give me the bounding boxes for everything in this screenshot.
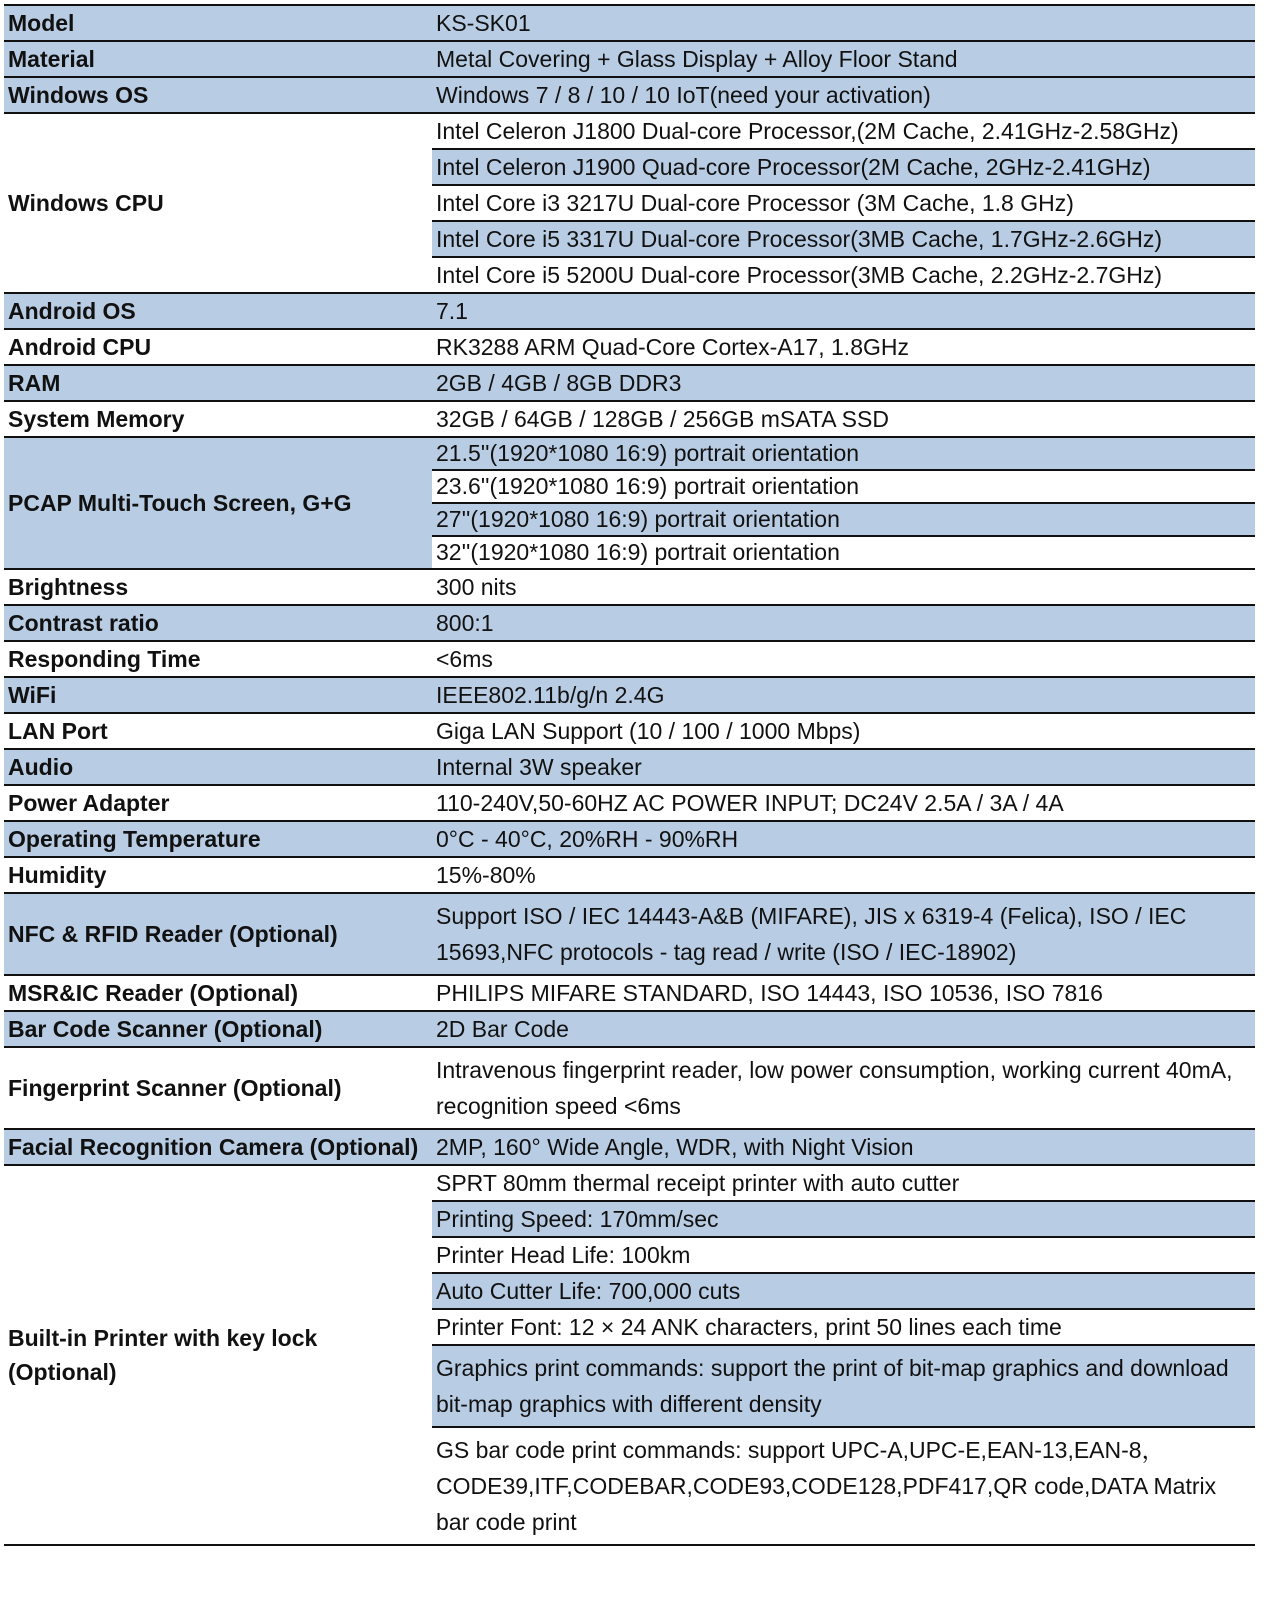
spec-row-android-cpu — [4, 329, 1255, 365]
spec-label: Android CPU — [4, 329, 432, 365]
spec-label: Audio — [4, 749, 432, 785]
spec-value: 27''(1920*1080 16:9) portrait orientation — [432, 503, 1255, 536]
spec-row-nfc-rfid — [4, 893, 1255, 975]
spec-value: GS bar code print commands: support UPC-A,UPC-E,EAN-13,EAN-8，CODE39,ITF,CODEBAR,CODE93,CODE128,PDF417,QR code,DATA Matrix bar code print — [432, 1427, 1255, 1545]
spec-row-msr-ic — [4, 975, 1255, 1011]
spec-value: IEEE802.11b/g/n 2.4G — [432, 677, 1255, 713]
spec-label: LAN Port — [4, 713, 432, 749]
spec-value: 800:1 — [432, 605, 1255, 641]
spec-row-responding-time — [4, 641, 1255, 677]
spec-label: Android OS — [4, 293, 432, 329]
spec-row-printer — [4, 1165, 1255, 1201]
spec-row-android-os — [4, 293, 1255, 329]
spec-label: WiFi — [4, 677, 432, 713]
spec-value: Support ISO / IEC 14443-A&B (MIFARE), JIS x 6319-4 (Felica), ISO / IEC 15693,NFC protocols - tag read / write (ISO / IEC-18902) — [432, 893, 1255, 975]
spec-value: RK3288 ARM Quad-Core Cortex-A17, 1.8GHz — [432, 329, 1255, 365]
spec-label: Model — [4, 5, 432, 41]
spec-value: Intravenous fingerprint reader, low power consumption, working current 40mA, recognition speed <6ms — [432, 1047, 1255, 1129]
spec-value: 300 nits — [432, 569, 1255, 605]
spec-row-operating-temperature — [4, 821, 1255, 857]
spec-value: 32GB / 64GB / 128GB / 256GB mSATA SSD — [432, 401, 1255, 437]
spec-label: Material — [4, 41, 432, 77]
spec-value: PHILIPS MIFARE STANDARD, ISO 14443, ISO 10536, ISO 7816 — [432, 975, 1255, 1011]
spec-value: Auto Cutter Life: 700,000 cuts — [432, 1273, 1255, 1309]
spec-row-windows-os — [4, 77, 1255, 113]
spec-row-model — [4, 5, 1255, 41]
spec-row-ram — [4, 365, 1255, 401]
spec-value: Metal Covering + Glass Display + Alloy Floor Stand — [432, 41, 1255, 77]
spec-row-audio — [4, 749, 1255, 785]
spec-row-lan-port — [4, 713, 1255, 749]
spec-value: Intel Celeron J1800 Dual-core Processor,(2M Cache, 2.41GHz-2.58GHz) — [432, 113, 1255, 149]
spec-value: Printer Head Life: 100km — [432, 1237, 1255, 1273]
spec-value: Printer Font: 12 × 24 ANK characters, print 50 lines each time — [432, 1309, 1255, 1345]
spec-value: 7.1 — [432, 293, 1255, 329]
spec-label: Windows CPU — [4, 113, 432, 293]
spec-label: PCAP Multi-Touch Screen, G+G — [4, 437, 432, 569]
spec-label: Responding Time — [4, 641, 432, 677]
spec-value: 2D Bar Code — [432, 1011, 1255, 1047]
spec-label: System Memory — [4, 401, 432, 437]
spec-row-material — [4, 41, 1255, 77]
spec-value: Intel Core i5 5200U Dual-core Processor(3MB Cache, 2.2GHz-2.7GHz) — [432, 257, 1255, 293]
spec-row-power-adapter — [4, 785, 1255, 821]
spec-row-touch-screen — [4, 437, 1255, 470]
spec-value: 15%-80% — [432, 857, 1255, 893]
spec-row-facial-camera — [4, 1129, 1255, 1165]
spec-value: 110-240V,50-60HZ AC POWER INPUT; DC24V 2.5A / 3A / 4A — [432, 785, 1255, 821]
spec-value: Intel Celeron J1900 Quad-core Processor(2M Cache, 2GHz-2.41GHz) — [432, 149, 1255, 185]
spec-label: Power Adapter — [4, 785, 432, 821]
spec-value: 23.6''(1920*1080 16:9) portrait orientation — [432, 470, 1255, 503]
spec-row-brightness — [4, 569, 1255, 605]
spec-value: <6ms — [432, 641, 1255, 677]
spec-label: Bar Code Scanner (Optional) — [4, 1011, 432, 1047]
spec-value: Intel Core i5 3317U Dual-core Processor(3MB Cache, 1.7GHz-2.6GHz) — [432, 221, 1255, 257]
spec-label: Operating Temperature — [4, 821, 432, 857]
spec-label: NFC & RFID Reader (Optional) — [4, 893, 432, 975]
spec-row-system-memory — [4, 401, 1255, 437]
spec-value: 2MP, 160° Wide Angle, WDR, with Night Vision — [432, 1129, 1255, 1165]
spec-label: Contrast ratio — [4, 605, 432, 641]
spec-label: MSR&IC Reader (Optional) — [4, 975, 432, 1011]
spec-value: Graphics print commands: support the print of bit-map graphics and download bit-map graphics with different density — [432, 1345, 1255, 1427]
spec-label: RAM — [4, 365, 432, 401]
spec-label: Built-in Printer with key lock (Optional) — [4, 1165, 432, 1545]
spec-value: 32''(1920*1080 16:9) portrait orientation — [432, 536, 1255, 569]
spec-table — [4, 4, 1255, 1546]
spec-label: Brightness — [4, 569, 432, 605]
spec-sheet — [4, 4, 1255, 1546]
spec-row-humidity — [4, 857, 1255, 893]
spec-value: Printing Speed: 170mm/sec — [432, 1201, 1255, 1237]
spec-row-fingerprint-scanner — [4, 1047, 1255, 1129]
spec-value: KS-SK01 — [432, 5, 1255, 41]
spec-value: 0°C - 40°C, 20%RH - 90%RH — [432, 821, 1255, 857]
spec-label: Facial Recognition Camera (Optional) — [4, 1129, 432, 1165]
spec-value: Windows 7 / 8 / 10 / 10 IoT(need your activation) — [432, 77, 1255, 113]
spec-row-bar-code-scanner — [4, 1011, 1255, 1047]
spec-value: Intel Core i3 3217U Dual-core Processor (3M Cache, 1.8 GHz) — [432, 185, 1255, 221]
spec-label: Fingerprint Scanner (Optional) — [4, 1047, 432, 1129]
spec-value: 2GB / 4GB / 8GB DDR3 — [432, 365, 1255, 401]
spec-row-contrast-ratio — [4, 605, 1255, 641]
spec-value: 21.5''(1920*1080 16:9) portrait orientation — [432, 437, 1255, 470]
spec-value: SPRT 80mm thermal receipt printer with auto cutter — [432, 1165, 1255, 1201]
spec-row-wifi — [4, 677, 1255, 713]
spec-row-windows-cpu — [4, 113, 1255, 149]
spec-label: Windows OS — [4, 77, 432, 113]
spec-value: Giga LAN Support (10 / 100 / 1000 Mbps) — [432, 713, 1255, 749]
spec-value: Internal 3W speaker — [432, 749, 1255, 785]
spec-label: Humidity — [4, 857, 432, 893]
